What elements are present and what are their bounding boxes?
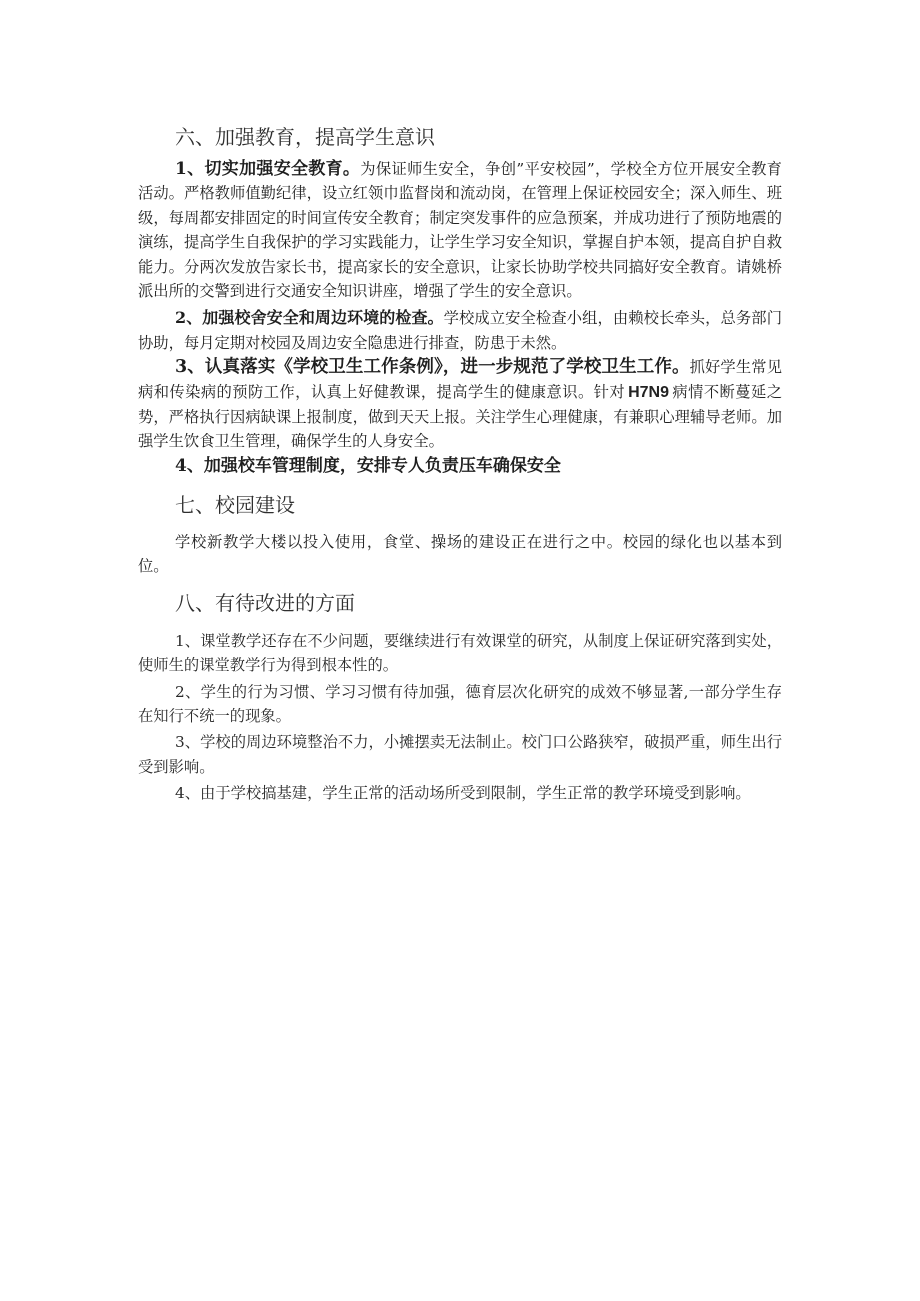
virus-code: H7N9	[628, 383, 669, 401]
item-text: 为保证师生安全，争创”平安校园”，学校全方位开展安全教育活动。严格教师值勤纪律，设立红领巾监督岗和流动岗，在管理上保证校园安全；深入师生、班级，每周都安排固定的时间宣传安全教育；制定突发事件的应急预案，并成功进行了预防地震的演练，提高学生自我保护的学习实践能力，让学生学习安全知识，掌握自护本领，提高自护自救能力。分两次发放告家长书，提高家长的安全意识，让家长协助学校共同搞好安全教育。请姚桥派出所的交警到进行交通安全知识讲座，增强了学生的安全意识。	[138, 160, 782, 301]
item-lead: 1、切实加强安全教育。	[175, 159, 361, 179]
item-text-continued: 病情不断蔓延之势，严格执行因病缺课上报制度，做到天天上报。关注学生心理健康，有兼职心理辅导老师。加强学生饮食卫生管理，确保学生的人身安全。	[138, 382, 782, 451]
section-6-heading: 六、加强教育，提高学生意识	[175, 125, 435, 149]
item-text: 学校成立安全检查小组，由赖校长牵头，总务部门协助，每月定期对校园及周边安全隐患进行排查，防患于未然。	[138, 309, 782, 352]
section-6-item-2	[138, 306, 782, 355]
section-6-item-3	[138, 355, 782, 454]
item-lead: 2、加强校舍安全和周边环境的检查。	[175, 308, 444, 328]
section-6-item-4	[138, 454, 782, 479]
section-8-heading: 八、有待改进的方面	[175, 590, 355, 615]
section-8-item-1: 1、课堂教学还存在不少问题，要继续进行有效课堂的研究，从制度上保证研究落到实处，使师生的课堂教学行为得到根本性的。	[138, 631, 782, 675]
section-7-paragraph: 学校新教学大楼以投入使用，食堂、操场的建设正在进行之中。校园的绿化也以基本到位。	[138, 532, 782, 576]
item-text: 抓好学生常见病和传染病的预防工作，认真上好健教课，提高学生的健康意识。针对	[138, 358, 782, 401]
item-lead: 4、加强校车管理制度，安排专人负责压车确保安全	[175, 455, 561, 476]
section-7-heading: 七、校园建设	[175, 492, 295, 517]
section-8-item-3: 3、学校的周边环境整治不力，小摊摆卖无法制止。校门口公路狭窄，破损严重，师生出行受到影响。	[138, 733, 782, 776]
section-6-item-1	[138, 157, 782, 303]
section-8-item-2: 2、学生的行为习惯、学习习惯有待加强，德育层次化研究的成效不够显著,一部分学生存在知行不统一的现象。	[138, 682, 782, 725]
section-8-item-4: 4、由于学校搞基建，学生正常的活动场所受到限制，学生正常的教学环境受到影响。	[175, 784, 751, 803]
item-lead: 3、认真落实《学校卫生工作条例》，进一步规范了学校卫生工作。	[175, 357, 690, 378]
document-page	[138, 123, 782, 806]
